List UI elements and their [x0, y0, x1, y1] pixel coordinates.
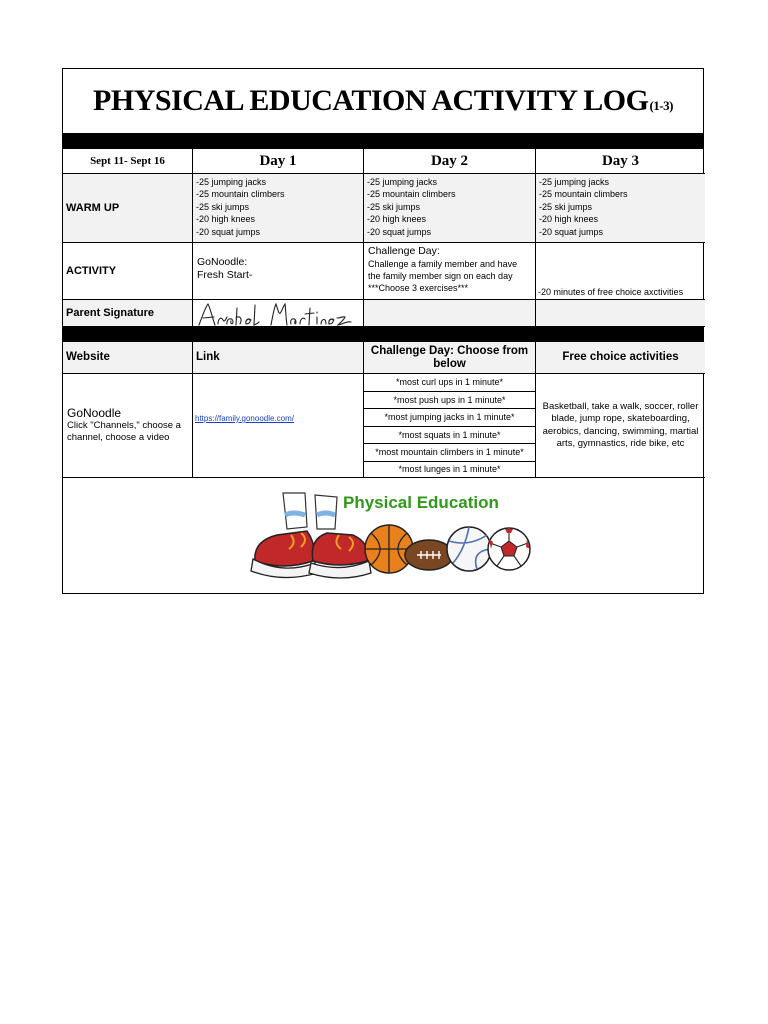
website-name: GoNoodle: [67, 406, 122, 420]
warmup-item: -25 jumping jacks: [367, 177, 438, 187]
challenge-day-title: Challenge Day:: [368, 245, 440, 257]
link-header: Link: [193, 342, 364, 374]
warmup-item: -20 squat jumps: [539, 226, 604, 237]
warmup-item: -20 high knees: [367, 214, 427, 225]
day3-header: Day 3: [536, 149, 705, 174]
activity-day1-line1: GoNoodle:: [197, 256, 248, 268]
signature-label: Parent Signature: [63, 300, 193, 327]
warmup-item: -20 high knees: [539, 214, 599, 225]
warmup-item: -20 squat jumps: [196, 226, 261, 237]
challenge-header: Challenge Day: Choose from below: [364, 342, 536, 374]
warmup-item: -25 ski jumps: [367, 201, 421, 212]
activity-day1: [193, 243, 364, 300]
free-choice-list: Basketball, take a walk, soccer, roller blade, jump rope, skateboarding, aerobics, dancing, swimming, martial arts, gymnastics, ride bike, etc: [536, 374, 705, 478]
activity-day1-line2: Fresh Start-: [197, 269, 253, 281]
warmup-day2: [364, 174, 536, 243]
challenge-option: *most curl ups in 1 minute*: [364, 374, 536, 392]
activity-label: ACTIVITY: [63, 243, 193, 300]
warmup-item: -25 jumping jacks: [196, 177, 267, 187]
daily-log-table: [63, 149, 703, 327]
website-instructions: Click "Channels," choose a channel, choose a video: [67, 420, 181, 443]
divider-bar-middle: [63, 327, 703, 342]
warmup-item: -20 high knees: [196, 214, 256, 225]
activity-day3: -20 minutes of free choice axctivities: [536, 243, 705, 300]
challenge-option: *most squats in 1 minute*: [364, 427, 536, 445]
warmup-item: -20 squat jumps: [367, 226, 432, 237]
clipart-title: Physical Education: [343, 493, 499, 512]
link-cell: [193, 374, 364, 478]
challenge-option: *most jumping jacks in 1 minute*: [364, 409, 536, 427]
warmup-item: -25 mountain climbers: [196, 189, 285, 200]
resources-table: [63, 342, 703, 478]
date-range: Sept 11- Sept 16: [63, 149, 193, 174]
activity-day2: [364, 243, 536, 300]
page-title: [63, 69, 703, 133]
warmup-item: -25 jumping jacks: [539, 177, 610, 187]
challenge-desc-line1: Challenge a family member and have: [368, 259, 518, 269]
warmup-item: -25 mountain climbers: [539, 189, 628, 200]
challenge-desc-line2: the family member sign on each day: [368, 271, 513, 281]
signature-day2: [364, 300, 536, 327]
physical-education-clipart: [243, 489, 533, 589]
title-main: PHYSICAL EDUCATION ACTIVITY LOG: [93, 84, 649, 117]
warmup-item: -25 ski jumps: [539, 201, 593, 212]
challenge-desc-line3: ***Choose 3 exercises***: [368, 283, 469, 293]
divider-bar-top: [63, 133, 703, 149]
website-cell: [63, 374, 193, 478]
day1-header: Day 1: [193, 149, 364, 174]
warmup-item: -25 ski jumps: [196, 201, 250, 212]
signature-day1: [193, 300, 364, 327]
day2-header: Day 2: [364, 149, 536, 174]
signature-day3: [536, 300, 705, 327]
gonoodle-link[interactable]: https://family.gonoodle.com/: [195, 414, 295, 423]
warmup-day1: [193, 174, 364, 243]
warmup-label: WARM UP: [63, 174, 193, 243]
challenge-option: *most push ups in 1 minute*: [364, 392, 536, 410]
title-grade-range: (1-3): [649, 98, 673, 113]
free-choice-header: Free choice activities: [536, 342, 705, 374]
challenge-option: *most mountain climbers in 1 minute*: [364, 444, 536, 462]
challenge-option: *most lunges in 1 minute*: [364, 462, 536, 479]
warmup-day3: [536, 174, 705, 243]
parent-signature-image: [193, 300, 364, 327]
warmup-item: -25 mountain climbers: [367, 189, 456, 200]
website-header: Website: [63, 342, 193, 374]
activity-log-sheet: [62, 68, 704, 594]
